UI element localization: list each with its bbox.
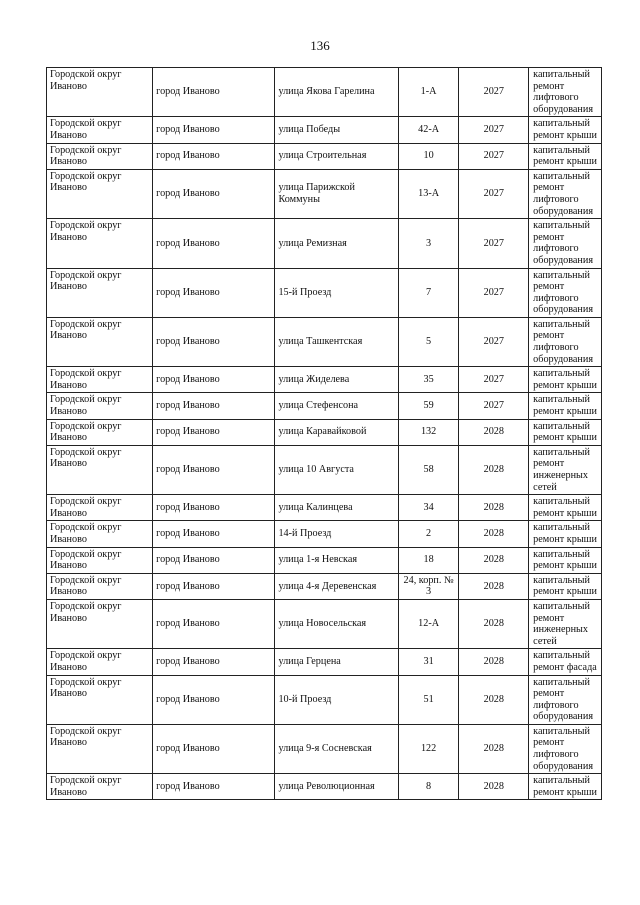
table-row — [47, 445, 602, 494]
street-cell: улица 9-я Сосневская — [275, 724, 398, 773]
work-type-cell: капитальный ремонт лифтового оборудования — [529, 169, 602, 218]
work-type-cell: капитальный ремонт крыши — [529, 774, 602, 800]
municipality-cell: Городской округ Иваново — [47, 724, 153, 773]
city-cell: город Иваново — [153, 521, 275, 547]
municipality-cell: Городской округ Иваново — [47, 419, 153, 445]
house-cell: 42-А — [398, 117, 459, 143]
year-cell: 2028 — [459, 675, 529, 724]
work-type-cell: капитальный ремонт крыши — [529, 393, 602, 419]
house-cell: 59 — [398, 393, 459, 419]
year-cell: 2027 — [459, 219, 529, 268]
street-cell: улица 1-я Невская — [275, 547, 398, 573]
street-cell: улица Каравайковой — [275, 419, 398, 445]
city-cell: город Иваново — [153, 724, 275, 773]
page-number: 136 — [310, 38, 330, 53]
city-cell: город Иваново — [153, 143, 275, 169]
year-cell: 2028 — [459, 495, 529, 521]
municipality-cell: Городской округ Иваново — [47, 675, 153, 724]
city-cell: город Иваново — [153, 169, 275, 218]
street-cell: улица Стефенсона — [275, 393, 398, 419]
table-row — [47, 268, 602, 317]
street-cell: улица Парижской Коммуны — [275, 169, 398, 218]
house-cell: 1-А — [398, 68, 459, 117]
table-row — [47, 495, 602, 521]
city-cell: город Иваново — [153, 393, 275, 419]
table-row — [47, 419, 602, 445]
house-cell: 13-А — [398, 169, 459, 218]
city-cell: город Иваново — [153, 599, 275, 648]
house-cell: 58 — [398, 445, 459, 494]
city-cell: город Иваново — [153, 774, 275, 800]
table-row — [47, 521, 602, 547]
city-cell: город Иваново — [153, 445, 275, 494]
year-cell: 2027 — [459, 367, 529, 393]
municipality-cell: Городской округ Иваново — [47, 169, 153, 218]
house-cell: 5 — [398, 317, 459, 366]
municipality-cell: Городской округ Иваново — [47, 68, 153, 117]
year-cell: 2027 — [459, 393, 529, 419]
city-cell: город Иваново — [153, 419, 275, 445]
table-row — [47, 169, 602, 218]
municipality-cell: Городской округ Иваново — [47, 367, 153, 393]
street-cell: улица 4-я Деревенская — [275, 573, 398, 599]
year-cell: 2028 — [459, 774, 529, 800]
street-cell: 10-й Проезд — [275, 675, 398, 724]
work-type-cell: капитальный ремонт крыши — [529, 495, 602, 521]
municipality-cell: Городской округ Иваново — [47, 117, 153, 143]
street-cell: улица Революционная — [275, 774, 398, 800]
table-row — [47, 143, 602, 169]
work-type-cell: капитальный ремонт лифтового оборудования — [529, 675, 602, 724]
municipality-cell: Городской округ Иваново — [47, 774, 153, 800]
street-cell: улица Строительная — [275, 143, 398, 169]
city-cell: город Иваново — [153, 68, 275, 117]
table-row — [47, 393, 602, 419]
table-row — [47, 774, 602, 800]
municipality-cell: Городской округ Иваново — [47, 143, 153, 169]
house-cell: 7 — [398, 268, 459, 317]
city-cell: город Иваново — [153, 367, 275, 393]
year-cell: 2027 — [459, 317, 529, 366]
year-cell: 2028 — [459, 599, 529, 648]
work-type-cell: капитальный ремонт фасада — [529, 649, 602, 675]
municipality-cell: Городской округ Иваново — [47, 521, 153, 547]
municipality-cell: Городской округ Иваново — [47, 649, 153, 675]
street-cell: улица Новосельская — [275, 599, 398, 648]
work-type-cell: капитальный ремонт лифтового оборудования — [529, 317, 602, 366]
work-type-cell: капитальный ремонт инженерных сетей — [529, 599, 602, 648]
street-cell: улица Герцена — [275, 649, 398, 675]
year-cell: 2028 — [459, 573, 529, 599]
municipality-cell: Городской округ Иваново — [47, 495, 153, 521]
municipality-cell: Городской округ Иваново — [47, 573, 153, 599]
year-cell: 2028 — [459, 649, 529, 675]
municipality-cell: Городской округ Иваново — [47, 547, 153, 573]
municipality-cell: Городской округ Иваново — [47, 599, 153, 648]
year-cell: 2027 — [459, 68, 529, 117]
table-row — [47, 675, 602, 724]
work-type-cell: капитальный ремонт лифтового оборудования — [529, 268, 602, 317]
city-cell: город Иваново — [153, 219, 275, 268]
city-cell: город Иваново — [153, 117, 275, 143]
table-row — [47, 649, 602, 675]
table-row — [47, 117, 602, 143]
house-cell: 132 — [398, 419, 459, 445]
house-cell: 8 — [398, 774, 459, 800]
street-cell: улица 10 Августа — [275, 445, 398, 494]
year-cell: 2028 — [459, 547, 529, 573]
table-row — [47, 599, 602, 648]
work-type-cell: капитальный ремонт крыши — [529, 547, 602, 573]
year-cell: 2027 — [459, 143, 529, 169]
city-cell: город Иваново — [153, 675, 275, 724]
work-type-cell: капитальный ремонт крыши — [529, 143, 602, 169]
street-cell: улица Жиделева — [275, 367, 398, 393]
table-row — [47, 219, 602, 268]
work-type-cell: капитальный ремонт крыши — [529, 521, 602, 547]
house-cell: 51 — [398, 675, 459, 724]
year-cell: 2027 — [459, 117, 529, 143]
street-cell: улица Якова Гарелина — [275, 68, 398, 117]
table-row — [47, 547, 602, 573]
work-type-cell: капитальный ремонт крыши — [529, 419, 602, 445]
municipality-cell: Городской округ Иваново — [47, 317, 153, 366]
work-type-cell: капитальный ремонт крыши — [529, 573, 602, 599]
work-type-cell: капитальный ремонт лифтового оборудования — [529, 219, 602, 268]
table-row — [47, 367, 602, 393]
municipality-cell: Городской округ Иваново — [47, 268, 153, 317]
street-cell: 14-й Проезд — [275, 521, 398, 547]
year-cell: 2028 — [459, 724, 529, 773]
table-row — [47, 573, 602, 599]
city-cell: город Иваново — [153, 573, 275, 599]
municipality-cell: Городской округ Иваново — [47, 393, 153, 419]
house-cell: 34 — [398, 495, 459, 521]
work-type-cell: капитальный ремонт лифтового оборудования — [529, 68, 602, 117]
work-type-cell: капитальный ремонт лифтового оборудования — [529, 724, 602, 773]
house-cell: 3 — [398, 219, 459, 268]
city-cell: город Иваново — [153, 547, 275, 573]
house-cell: 31 — [398, 649, 459, 675]
capital-repair-table — [46, 67, 602, 800]
street-cell: улица Ремизная — [275, 219, 398, 268]
street-cell: 15-й Проезд — [275, 268, 398, 317]
year-cell: 2027 — [459, 268, 529, 317]
work-type-cell: капитальный ремонт инженерных сетей — [529, 445, 602, 494]
house-cell: 18 — [398, 547, 459, 573]
year-cell: 2028 — [459, 521, 529, 547]
city-cell: город Иваново — [153, 268, 275, 317]
city-cell: город Иваново — [153, 495, 275, 521]
year-cell: 2027 — [459, 169, 529, 218]
city-cell: город Иваново — [153, 649, 275, 675]
house-cell: 12-А — [398, 599, 459, 648]
house-cell: 2 — [398, 521, 459, 547]
municipality-cell: Городской округ Иваново — [47, 445, 153, 494]
house-cell: 122 — [398, 724, 459, 773]
house-cell: 35 — [398, 367, 459, 393]
table-row — [47, 724, 602, 773]
work-type-cell: капитальный ремонт крыши — [529, 367, 602, 393]
table-row — [47, 68, 602, 117]
street-cell: улица Победы — [275, 117, 398, 143]
table-row — [47, 317, 602, 366]
city-cell: город Иваново — [153, 317, 275, 366]
year-cell: 2028 — [459, 445, 529, 494]
street-cell: улица Ташкентская — [275, 317, 398, 366]
street-cell: улица Калинцева — [275, 495, 398, 521]
table-body — [47, 68, 602, 800]
year-cell: 2028 — [459, 419, 529, 445]
house-cell: 24, корп. № 3 — [398, 573, 459, 599]
work-type-cell: капитальный ремонт крыши — [529, 117, 602, 143]
municipality-cell: Городской округ Иваново — [47, 219, 153, 268]
house-cell: 10 — [398, 143, 459, 169]
